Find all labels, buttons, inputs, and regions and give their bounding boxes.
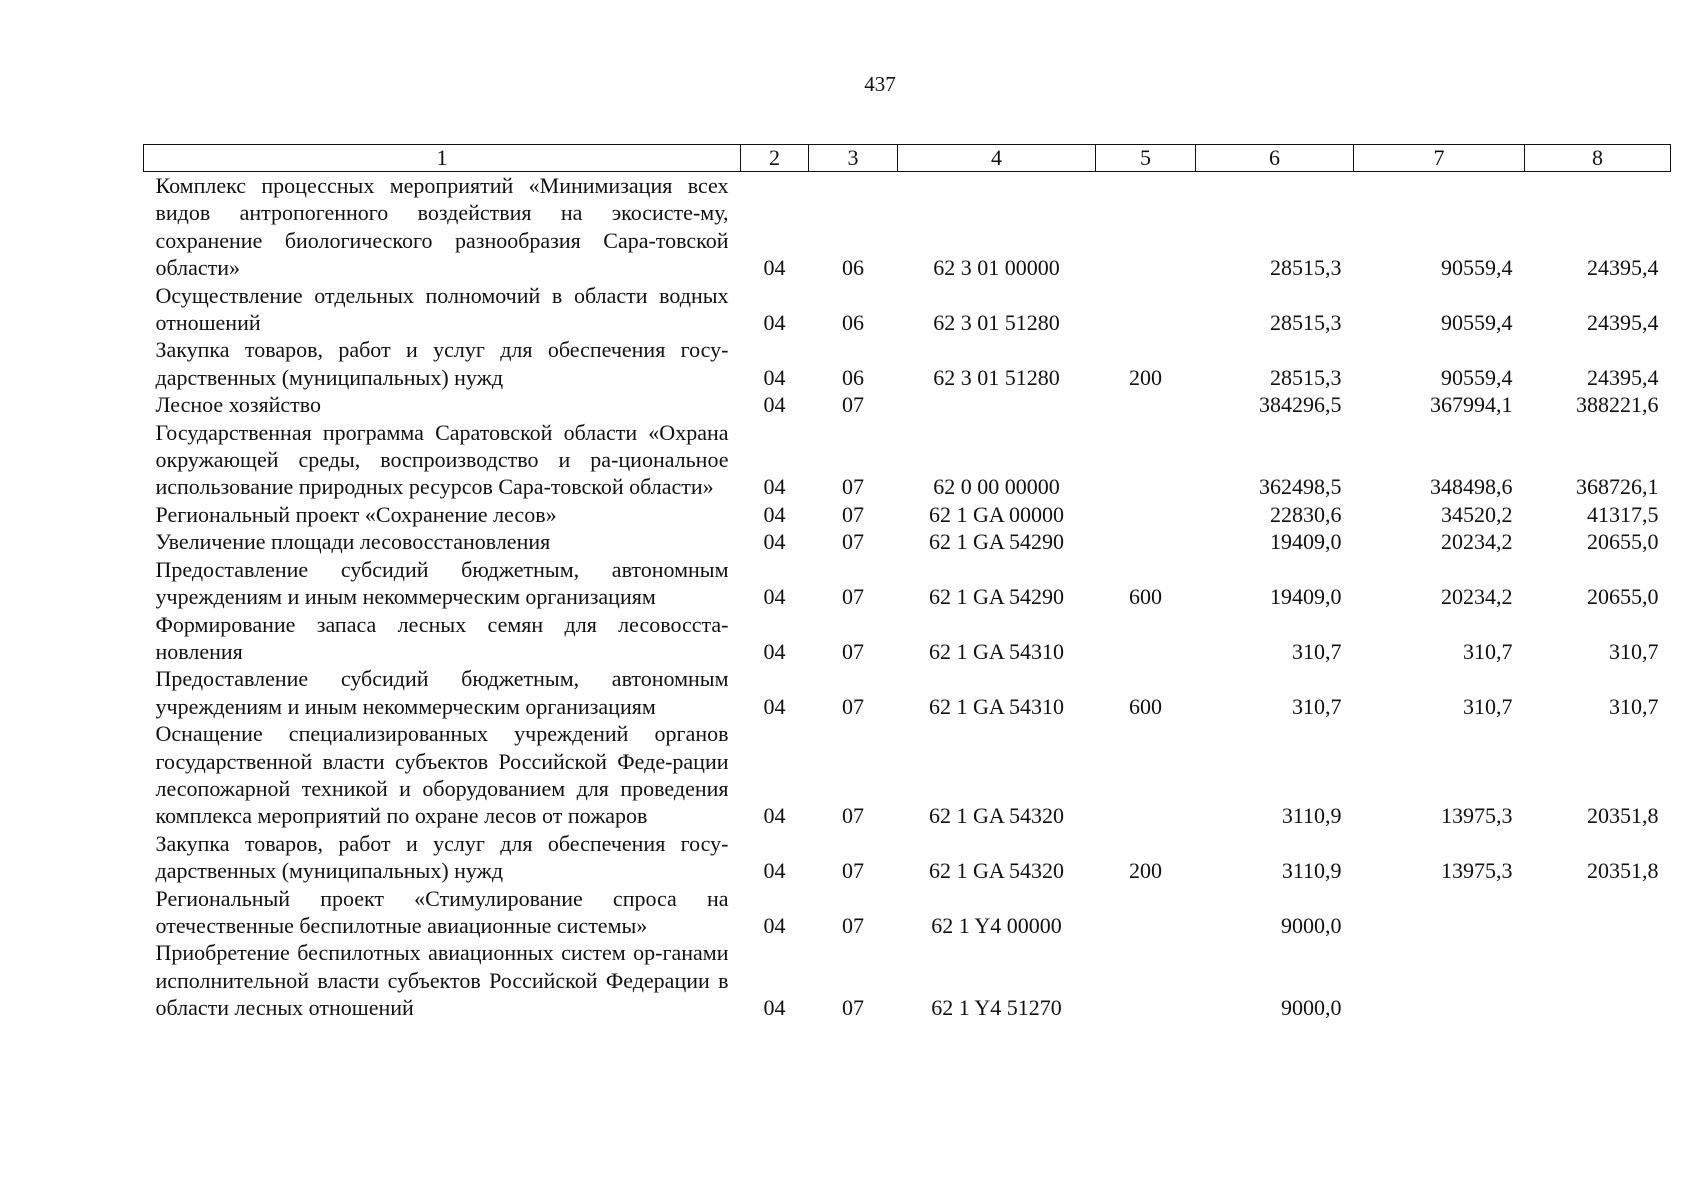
column-header: 4 bbox=[898, 145, 1096, 172]
amount-col-8: 368726,1 bbox=[1576, 474, 1659, 500]
subsection-code: 07 bbox=[842, 638, 864, 664]
row-name: Предоставление субсидий бюджетным, автономным учреждениям и иным некоммерческим организациям bbox=[155, 556, 729, 610]
subsection-code: 07 bbox=[842, 858, 864, 884]
subsection-code: 07 bbox=[842, 474, 864, 500]
amount-col-8: 310,7 bbox=[1609, 638, 1659, 664]
amount-col-6: 3110,9 bbox=[1281, 858, 1342, 884]
section-code: 04 bbox=[763, 364, 786, 390]
subsection-code: 07 bbox=[842, 392, 864, 418]
amount-col-6: 362498,5 bbox=[1259, 474, 1342, 500]
budget-table bbox=[143, 144, 1671, 1022]
table-row bbox=[144, 336, 1671, 391]
row-name: Оснащение специализированных учреждений органов государственной власти субъектов Российской Феде-рации лесопожарной техникой и оборудованием для проведения комплекса мероприятий по охране лесов от пожаров bbox=[155, 721, 729, 829]
target-article-code: 62 1 GA 54290 bbox=[928, 529, 1065, 555]
subsection-code: 07 bbox=[842, 529, 864, 555]
section-code: 04 bbox=[763, 858, 786, 884]
amount-col-7: 90559,4 bbox=[1441, 255, 1513, 281]
section-code: 04 bbox=[763, 803, 786, 829]
table-row bbox=[144, 665, 1671, 720]
amount-col-7 bbox=[1354, 939, 1525, 1021]
amount-col-8: 24395,4 bbox=[1587, 255, 1659, 281]
row-name: Региональный проект «Сохранение лесов» bbox=[155, 501, 557, 527]
expense-type-code bbox=[1096, 611, 1196, 666]
amount-col-8: 310,7 bbox=[1609, 693, 1659, 719]
row-name: Увеличение площади лесовосстановления bbox=[155, 529, 551, 555]
amount-col-7: 367994,1 bbox=[1430, 392, 1513, 418]
amount-col-8 bbox=[1525, 939, 1671, 1021]
column-header: 6 bbox=[1196, 145, 1354, 172]
amount-col-8: 20655,0 bbox=[1587, 584, 1659, 610]
expense-type-code bbox=[1096, 391, 1196, 418]
amount-col-6: 22830,6 bbox=[1270, 501, 1342, 527]
expense-type-code bbox=[1096, 885, 1196, 940]
target-article-code: 62 3 01 51280 bbox=[933, 364, 1060, 390]
column-header-row bbox=[144, 145, 1671, 172]
expense-type-code bbox=[1096, 419, 1196, 501]
expense-type-code: 600 bbox=[1129, 584, 1162, 610]
table-row bbox=[144, 556, 1671, 611]
expense-type-code: 200 bbox=[1129, 858, 1162, 884]
amount-col-6: 310,7 bbox=[1292, 638, 1342, 664]
amount-col-6: 28515,3 bbox=[1270, 310, 1342, 336]
amount-col-7: 310,7 bbox=[1463, 693, 1513, 719]
amount-col-8: 20351,8 bbox=[1587, 858, 1659, 884]
row-name: Предоставление субсидий бюджетным, автономным учреждениям и иным некоммерческим организациям bbox=[155, 666, 729, 719]
expense-type-code bbox=[1096, 939, 1196, 1021]
target-article-code: 62 1 GA 00000 bbox=[928, 501, 1065, 527]
amount-col-8: 41317,5 bbox=[1587, 501, 1659, 527]
column-header: 8 bbox=[1525, 145, 1671, 172]
amount-col-8: 20655,0 bbox=[1587, 529, 1659, 555]
target-article-code: 62 1 GA 54310 bbox=[928, 693, 1065, 719]
section-code: 04 bbox=[763, 501, 786, 527]
row-name: Региональный проект «Стимулирование спроса на отечественные беспилотные авиационные системы» bbox=[155, 885, 729, 938]
amount-col-7: 20234,2 bbox=[1441, 584, 1513, 610]
row-name: Осуществление отдельных полномочий в области водных отношений bbox=[155, 282, 729, 336]
amount-col-6: 19409,0 bbox=[1270, 529, 1342, 555]
subsection-code: 07 bbox=[842, 995, 864, 1021]
table-row bbox=[144, 391, 1671, 418]
amount-col-8: 24395,4 bbox=[1587, 364, 1659, 390]
page-number: 437 bbox=[864, 72, 896, 96]
section-code: 04 bbox=[763, 693, 786, 719]
subsection-code: 06 bbox=[842, 310, 864, 336]
amount-col-6: 9000,0 bbox=[1281, 912, 1342, 938]
row-name: Государственная программа Саратовской области «Охрана окружающей среды, воспроизводство и ра-циональное использование природных ресурсов Сара-товской области» bbox=[155, 419, 729, 500]
amount-col-6: 28515,3 bbox=[1270, 255, 1342, 281]
column-header: 2 bbox=[741, 145, 809, 172]
amount-col-7: 90559,4 bbox=[1441, 310, 1513, 336]
target-article-code: 62 3 01 00000 bbox=[933, 255, 1060, 281]
section-code: 04 bbox=[763, 584, 786, 610]
amount-col-8: 388221,6 bbox=[1576, 392, 1659, 418]
expense-type-code bbox=[1096, 282, 1196, 337]
amount-col-6: 310,7 bbox=[1292, 693, 1342, 719]
target-article-code: 62 1 GA 54320 bbox=[928, 803, 1065, 829]
table-row bbox=[144, 501, 1671, 528]
subsection-code: 07 bbox=[842, 912, 864, 938]
amount-col-7: 34520,2 bbox=[1441, 501, 1513, 527]
row-name: Формирование запаса лесных семян для лесовосста-новления bbox=[155, 611, 729, 664]
column-header: 3 bbox=[809, 145, 898, 172]
amount-col-8 bbox=[1525, 885, 1671, 940]
table-row bbox=[144, 939, 1671, 1021]
amount-col-6: 19409,0 bbox=[1270, 584, 1342, 610]
target-article-code: 62 3 01 51280 bbox=[933, 310, 1060, 336]
subsection-code: 07 bbox=[842, 803, 864, 829]
amount-col-6: 3110,9 bbox=[1281, 803, 1342, 829]
amount-col-6: 9000,0 bbox=[1281, 995, 1342, 1021]
amount-col-7: 310,7 bbox=[1463, 638, 1513, 664]
amount-col-7: 13975,3 bbox=[1441, 858, 1513, 884]
expense-type-code bbox=[1096, 720, 1196, 830]
subsection-code: 06 bbox=[842, 364, 864, 390]
section-code: 04 bbox=[763, 392, 786, 418]
amount-col-8: 24395,4 bbox=[1587, 310, 1659, 336]
expense-type-code bbox=[1096, 172, 1196, 282]
subsection-code: 07 bbox=[842, 584, 864, 610]
expense-type-code bbox=[1096, 501, 1196, 528]
row-name: Лесное хозяйство bbox=[155, 392, 322, 418]
table-row bbox=[144, 172, 1671, 282]
column-header: 7 bbox=[1354, 145, 1525, 172]
amount-col-7: 90559,4 bbox=[1441, 364, 1513, 390]
amount-col-6: 384296,5 bbox=[1259, 392, 1342, 418]
table-row bbox=[144, 830, 1671, 885]
subsection-code: 07 bbox=[842, 693, 864, 719]
target-article-code: 62 1 Y4 51270 bbox=[931, 995, 1062, 1021]
amount-col-8: 20351,8 bbox=[1587, 803, 1659, 829]
table-row bbox=[144, 611, 1671, 666]
target-article-code: 62 1 GA 54310 bbox=[928, 638, 1065, 664]
target-article-code: 62 1 GA 54290 bbox=[928, 584, 1065, 610]
section-code: 04 bbox=[763, 995, 786, 1021]
target-article-code: 62 0 00 00000 bbox=[933, 474, 1060, 500]
table-row bbox=[144, 528, 1671, 555]
section-code: 04 bbox=[763, 529, 786, 555]
table-row bbox=[144, 720, 1671, 830]
column-header: 1 bbox=[144, 145, 741, 172]
amount-col-7 bbox=[1354, 885, 1525, 940]
table-row bbox=[144, 419, 1671, 501]
target-article-code bbox=[898, 391, 1096, 418]
row-name: Комплекс процессных мероприятий «Минимизация всех видов антропогенного воздействия на экосисте-му, сохранение биологического разнообразия Сара-товской области» bbox=[155, 173, 729, 281]
row-name: Приобретение беспилотных авиационных систем ор-ганами исполнительной власти субъектов Российской Федерации в области лесных отношений bbox=[155, 940, 729, 1021]
target-article-code: 62 1 Y4 00000 bbox=[931, 912, 1062, 938]
table-row bbox=[144, 885, 1671, 940]
row-name: Закупка товаров, работ и услуг для обеспечения госу-дарственных (муниципальных) нужд bbox=[155, 830, 729, 884]
amount-col-7: 20234,2 bbox=[1441, 529, 1513, 555]
section-code: 04 bbox=[763, 310, 786, 336]
section-code: 04 bbox=[763, 912, 786, 938]
section-code: 04 bbox=[763, 255, 786, 281]
amount-col-6: 28515,3 bbox=[1270, 364, 1342, 390]
subsection-code: 07 bbox=[842, 501, 864, 527]
target-article-code: 62 1 GA 54320 bbox=[928, 858, 1065, 884]
row-name: Закупка товаров, работ и услуг для обеспечения госу-дарственных (муниципальных) нужд bbox=[155, 337, 729, 390]
expense-type-code: 200 bbox=[1129, 364, 1162, 390]
expense-type-code bbox=[1096, 528, 1196, 555]
section-code: 04 bbox=[763, 638, 786, 664]
subsection-code: 06 bbox=[842, 255, 864, 281]
amount-col-7: 13975,3 bbox=[1441, 803, 1513, 829]
section-code: 04 bbox=[763, 474, 786, 500]
column-header: 5 bbox=[1096, 145, 1196, 172]
amount-col-7: 348498,6 bbox=[1430, 474, 1513, 500]
table-row bbox=[144, 282, 1671, 337]
expense-type-code: 600 bbox=[1129, 693, 1162, 719]
